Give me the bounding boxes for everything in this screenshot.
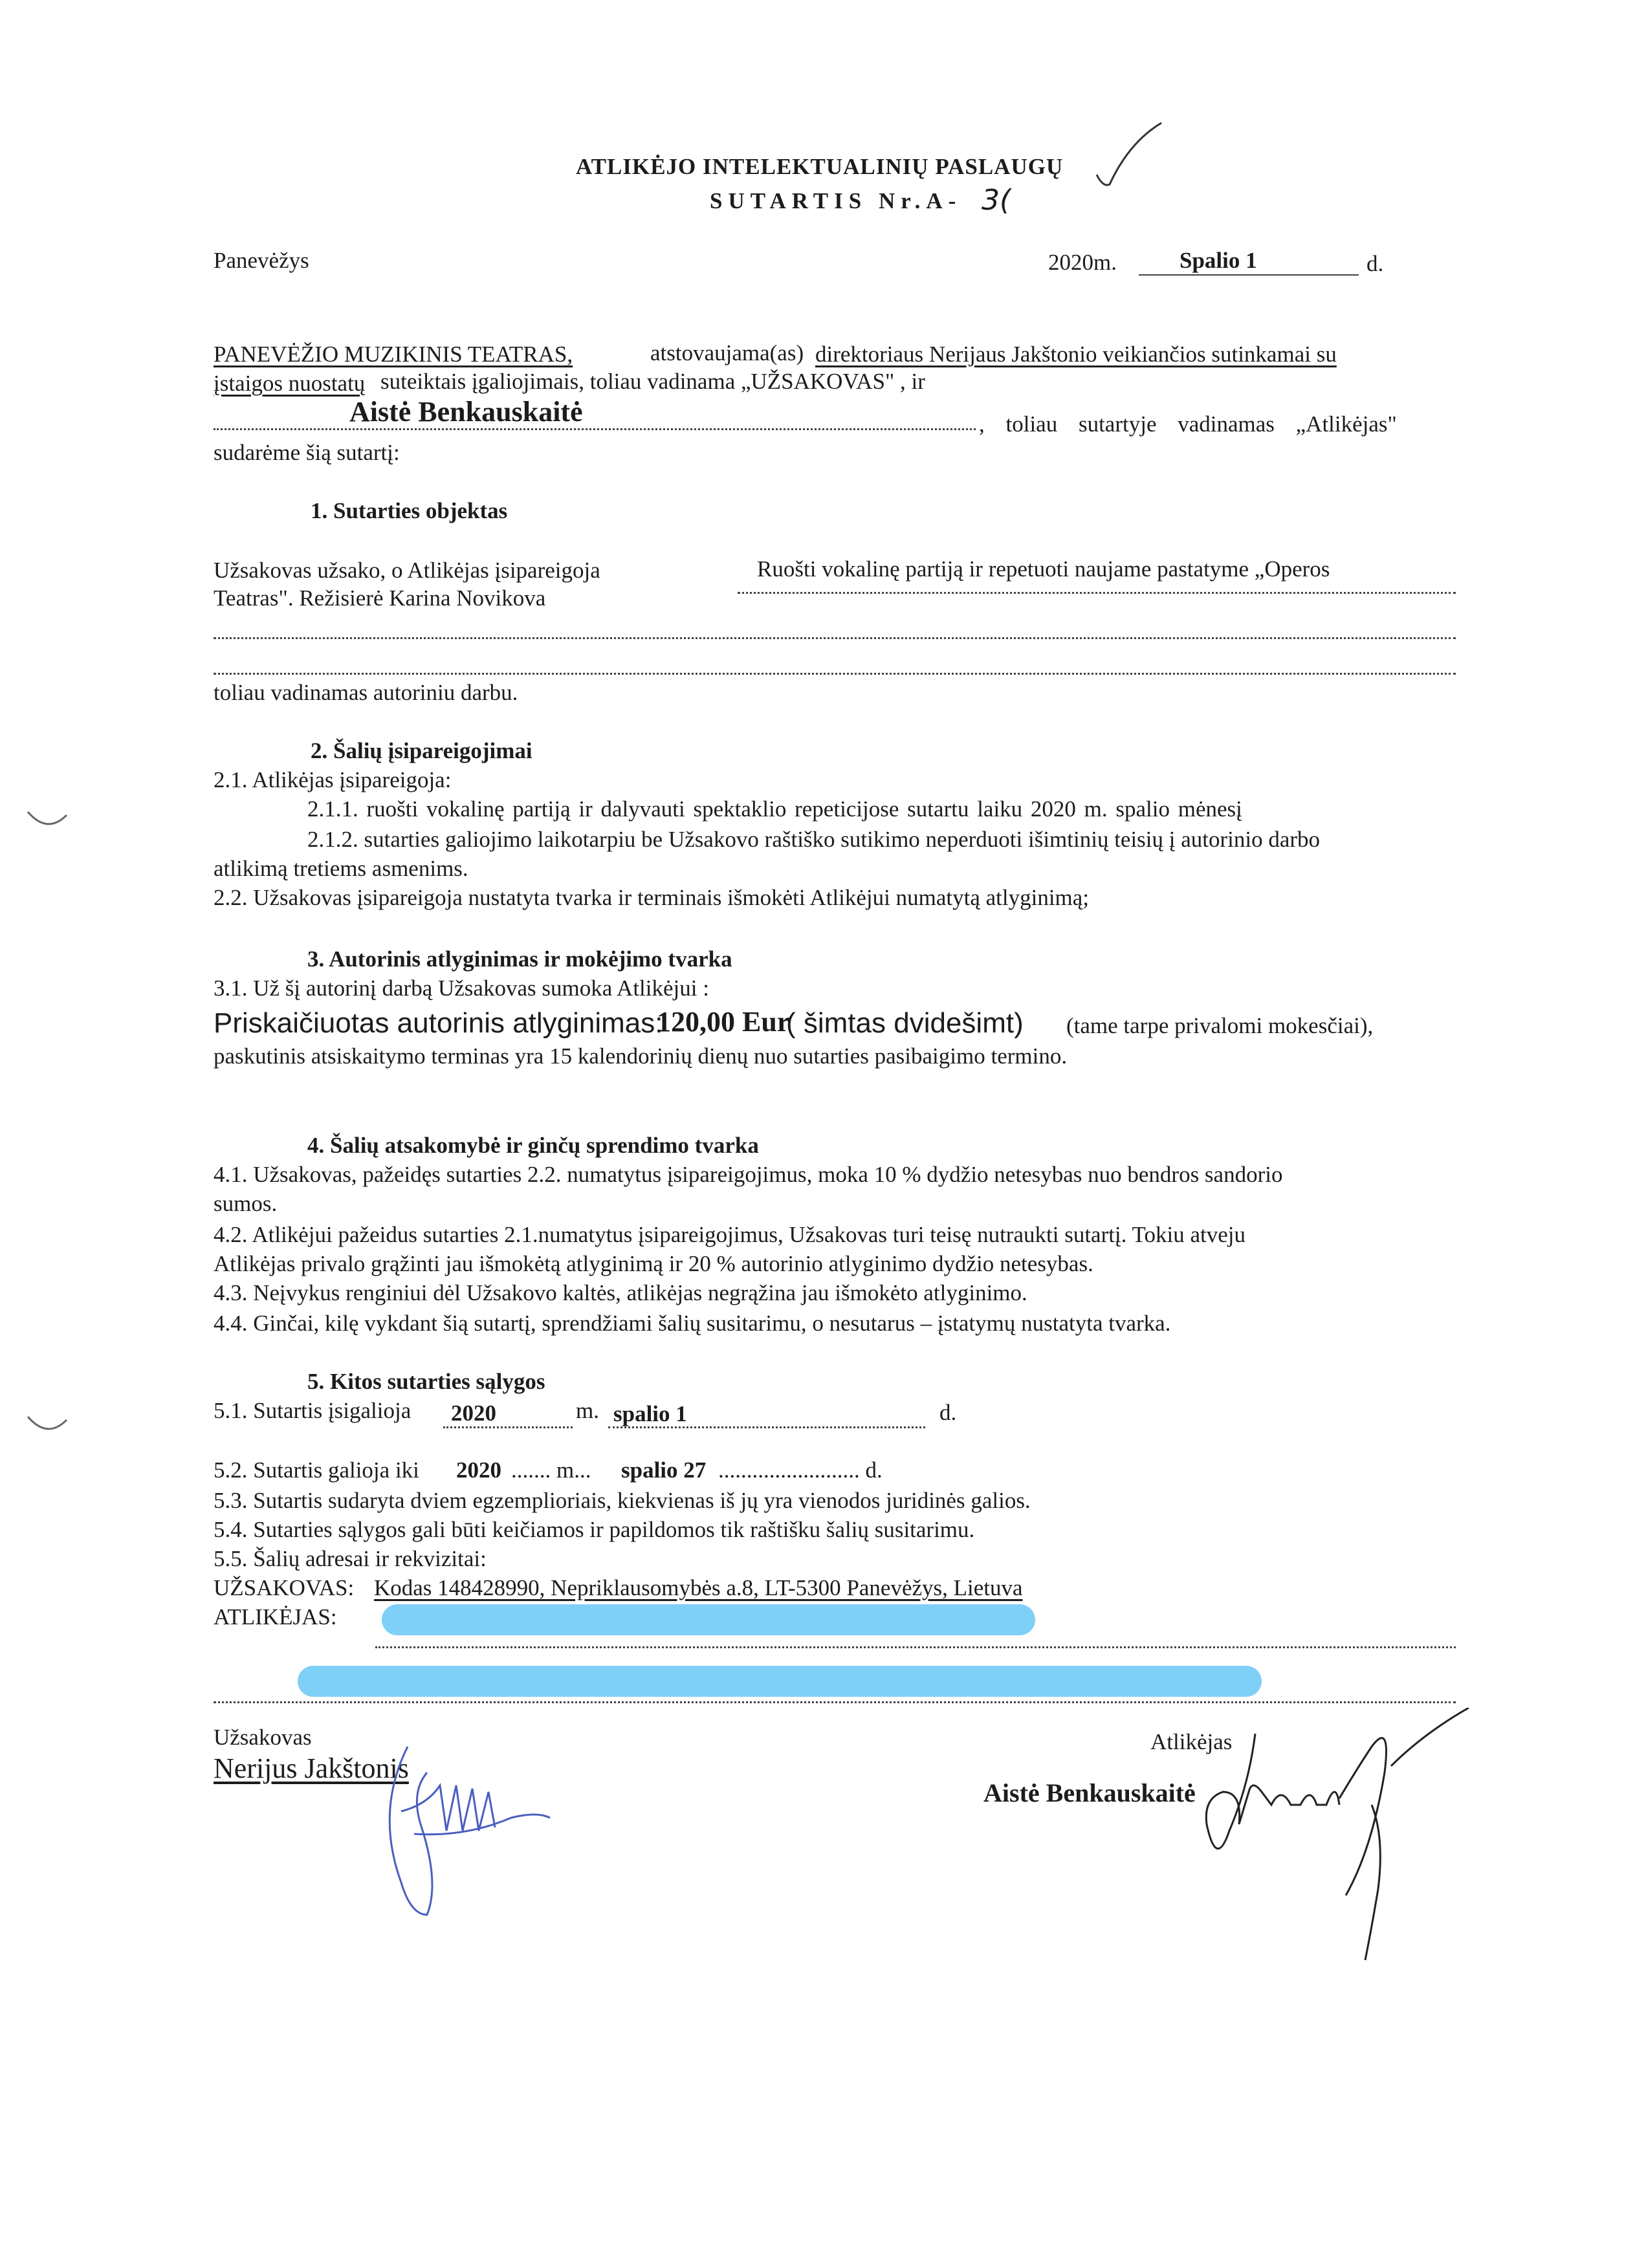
clause-3-1: 3.1. Už šį autorinį darbą Užsakovas sumoka Atlikėjui : (214, 976, 709, 1001)
date-prefix: 2020m. (1048, 250, 1117, 275)
section-5-heading: 5. Kitos sutarties sąlygos (307, 1369, 545, 1394)
clause-5-4: 5.4. Sutarties sąlygos gali būti keičiamos ir papildomos tik raštišku šalių susitarimu. (214, 1517, 975, 1542)
margin-mark-icon (25, 809, 70, 834)
section-1-left-line-1: Užsakovas užsako, o Atlikėjas įsipareigoja (214, 558, 600, 583)
fee-label: Priskaičiuotas autorinis atlyginimas: (214, 1007, 663, 1039)
title-line-1: ATLIKĖJO INTELEKTUALINIŲ PASLAUGŲ (576, 154, 1064, 179)
clause-4-3: 4.3. Neįvykus renginiui dėl Užsakovo kaltės, atlikėjas negrąžina jau išmokėto atlyginimo. (214, 1280, 1027, 1305)
redacted-bank-details (298, 1666, 1262, 1697)
client-details-label: UŽSAKOVAS: (214, 1575, 355, 1600)
contract-number-handwritten: 3( (982, 184, 1011, 217)
performer-signatory-name: Aistė Benkauskaitė (983, 1778, 1196, 1807)
redacted-performer-details (382, 1604, 1035, 1635)
client-details: Kodas 148428990, Nepriklausomybės a.8, LT-5300 Panevėžys, Lietuva (374, 1575, 1023, 1600)
clause-2-1-1: 2.1.1. ruošti vokalinę partiją ir dalyvauti spektaklio repeticijose sutartu laiku 2020 m. spalio mėnesį (307, 796, 1242, 822)
fee-note: (tame tarpe privalomi mokesčiai), (1066, 1013, 1374, 1038)
authorization-text: suteiktais įgaliojimais, toliau vadinama „UŽSAKOVAS" , ir (380, 369, 925, 394)
clause-5-2-day: spalio 27 (621, 1457, 707, 1483)
section-1-left-line-2: Teatras". Režisierė Karina Novikova (214, 585, 546, 611)
client-organization: PANEVĖŽIO MUZIKINIS TEATRAS, (214, 342, 573, 367)
concluded-text: sudarėme šią sutartį: (214, 440, 400, 465)
clause-5-2-end: ......................... d. (718, 1457, 883, 1483)
section-1-heading: 1. Sutarties objektas (311, 498, 508, 523)
clause-5-1-year: 2020 (451, 1401, 496, 1426)
client-signature-icon (349, 1721, 563, 1934)
performer-designation: , toliau sutartyje vadinamas „Atlikėjas" (979, 411, 1397, 437)
clause-5-1-d: d. (939, 1400, 957, 1425)
section-1-right-line-1: Ruošti vokalinę partiją ir repetuoti naujame pastatyme „Operos (757, 556, 1330, 582)
section-3-heading: 3. Autorinis atlyginimas ir mokėjimo tvarka (307, 946, 732, 972)
clause-5-1-day: spalio 1 (613, 1401, 687, 1426)
clause-5-1-m: m. (576, 1398, 599, 1423)
clause-4-2-a: 4.2. Atlikėjui pažeidus sutarties 2.1.numatytus įsipareigojimus, Užsakovas turi teisę nutraukti sutartį. Tokiu atveju (214, 1222, 1245, 1247)
place: Panevėžys (214, 248, 309, 273)
performer-name: Aistė Benkauskaitė (349, 396, 583, 428)
section-2-heading: 2. Šalių įsipareigojimai (311, 738, 532, 763)
clause-5-2-year: 2020 (456, 1457, 501, 1483)
fee-words: ( šimtas dvidešimt) (786, 1007, 1024, 1039)
clause-5-5: 5.5. Šalių adresai ir rekvizitai: (214, 1546, 487, 1571)
performer-details-label: ATLIKĖJAS: (214, 1604, 337, 1630)
client-role: Užsakovas (214, 1725, 312, 1750)
statute-text: įstaigos nuostatų (214, 371, 366, 396)
clause-4-2-b: Atlikėjas privalo grąžinti jau išmokėtą atlyginimą ir 20 % autorinio atlyginimo dydžio netesybas. (214, 1251, 1093, 1276)
performer-role: Atlikėjas (1150, 1729, 1233, 1754)
clause-4-4: 4.4. Ginčai, kilę vykdant šią sutartį, sprendžiami šalių susitarimu, o nesutarus – įstatymų nustatyta tvarka. (214, 1311, 1171, 1336)
title-line-2: SUTARTIS Nr.A- (710, 188, 962, 213)
date-suffix: d. (1366, 251, 1384, 276)
clause-2-2: 2.2. Užsakovas įsipareigoja nustatyta tvarka ir terminais išmokėti Atlikėjui numatytą atlyginimą; (214, 885, 1090, 910)
represented-by-label: atstovaujama(as) (650, 340, 804, 365)
section-1-closing: toliau vadinamas autoriniu darbu. (214, 680, 518, 705)
section-4-heading: 4. Šalių atsakomybė ir ginčų sprendimo tvarka (307, 1133, 759, 1158)
clause-5-1-label: 5.1. Sutartis įsigalioja (214, 1398, 411, 1423)
clause-2-1: 2.1. Atlikėjas įsipareigoja: (214, 767, 452, 792)
clause-5-2-mid: ....... m... (511, 1457, 591, 1483)
fee-amount: 120,00 Eur (657, 1006, 790, 1038)
clause-2-1-2-b: atlikimą tretiems asmenims. (214, 856, 468, 881)
clause-5-2-label: 5.2. Sutartis galioja iki (214, 1457, 419, 1483)
payment-term: paskutinis atsiskaitymo terminas yra 15 kalendorinių dienų nuo sutarties pasibaigimo termino. (214, 1043, 1068, 1069)
director-text: direktoriaus Nerijaus Jakštonio veikiančios sutinkamai su (815, 342, 1337, 367)
clause-2-1-2-a: 2.1.2. sutarties galiojimo laikotarpiu be Užsakovo raštiško sutikimo neperduoti išimtinių teisių į autorinio darbo (307, 827, 1321, 852)
performer-signature-icon (1178, 1708, 1488, 1979)
margin-mark-icon-2 (25, 1413, 70, 1439)
clause-4-1-b: sumos. (214, 1191, 278, 1216)
clause-4-1-a: 4.1. Užsakovas, pažeidęs sutarties 2.2. numatytus įsipareigojimus, moka 10 % dydžio netesybas nuo bendros sandorio (214, 1162, 1283, 1187)
check-mark-icon (1090, 116, 1168, 194)
date-value: Spalio 1 (1180, 248, 1257, 273)
client-signatory-name: Nerijus Jakštonis (214, 1752, 409, 1784)
clause-5-3: 5.3. Sutartis sudaryta dviem egzemplioriais, kiekvienas iš jų yra vienodos juridinės galios. (214, 1488, 1031, 1513)
